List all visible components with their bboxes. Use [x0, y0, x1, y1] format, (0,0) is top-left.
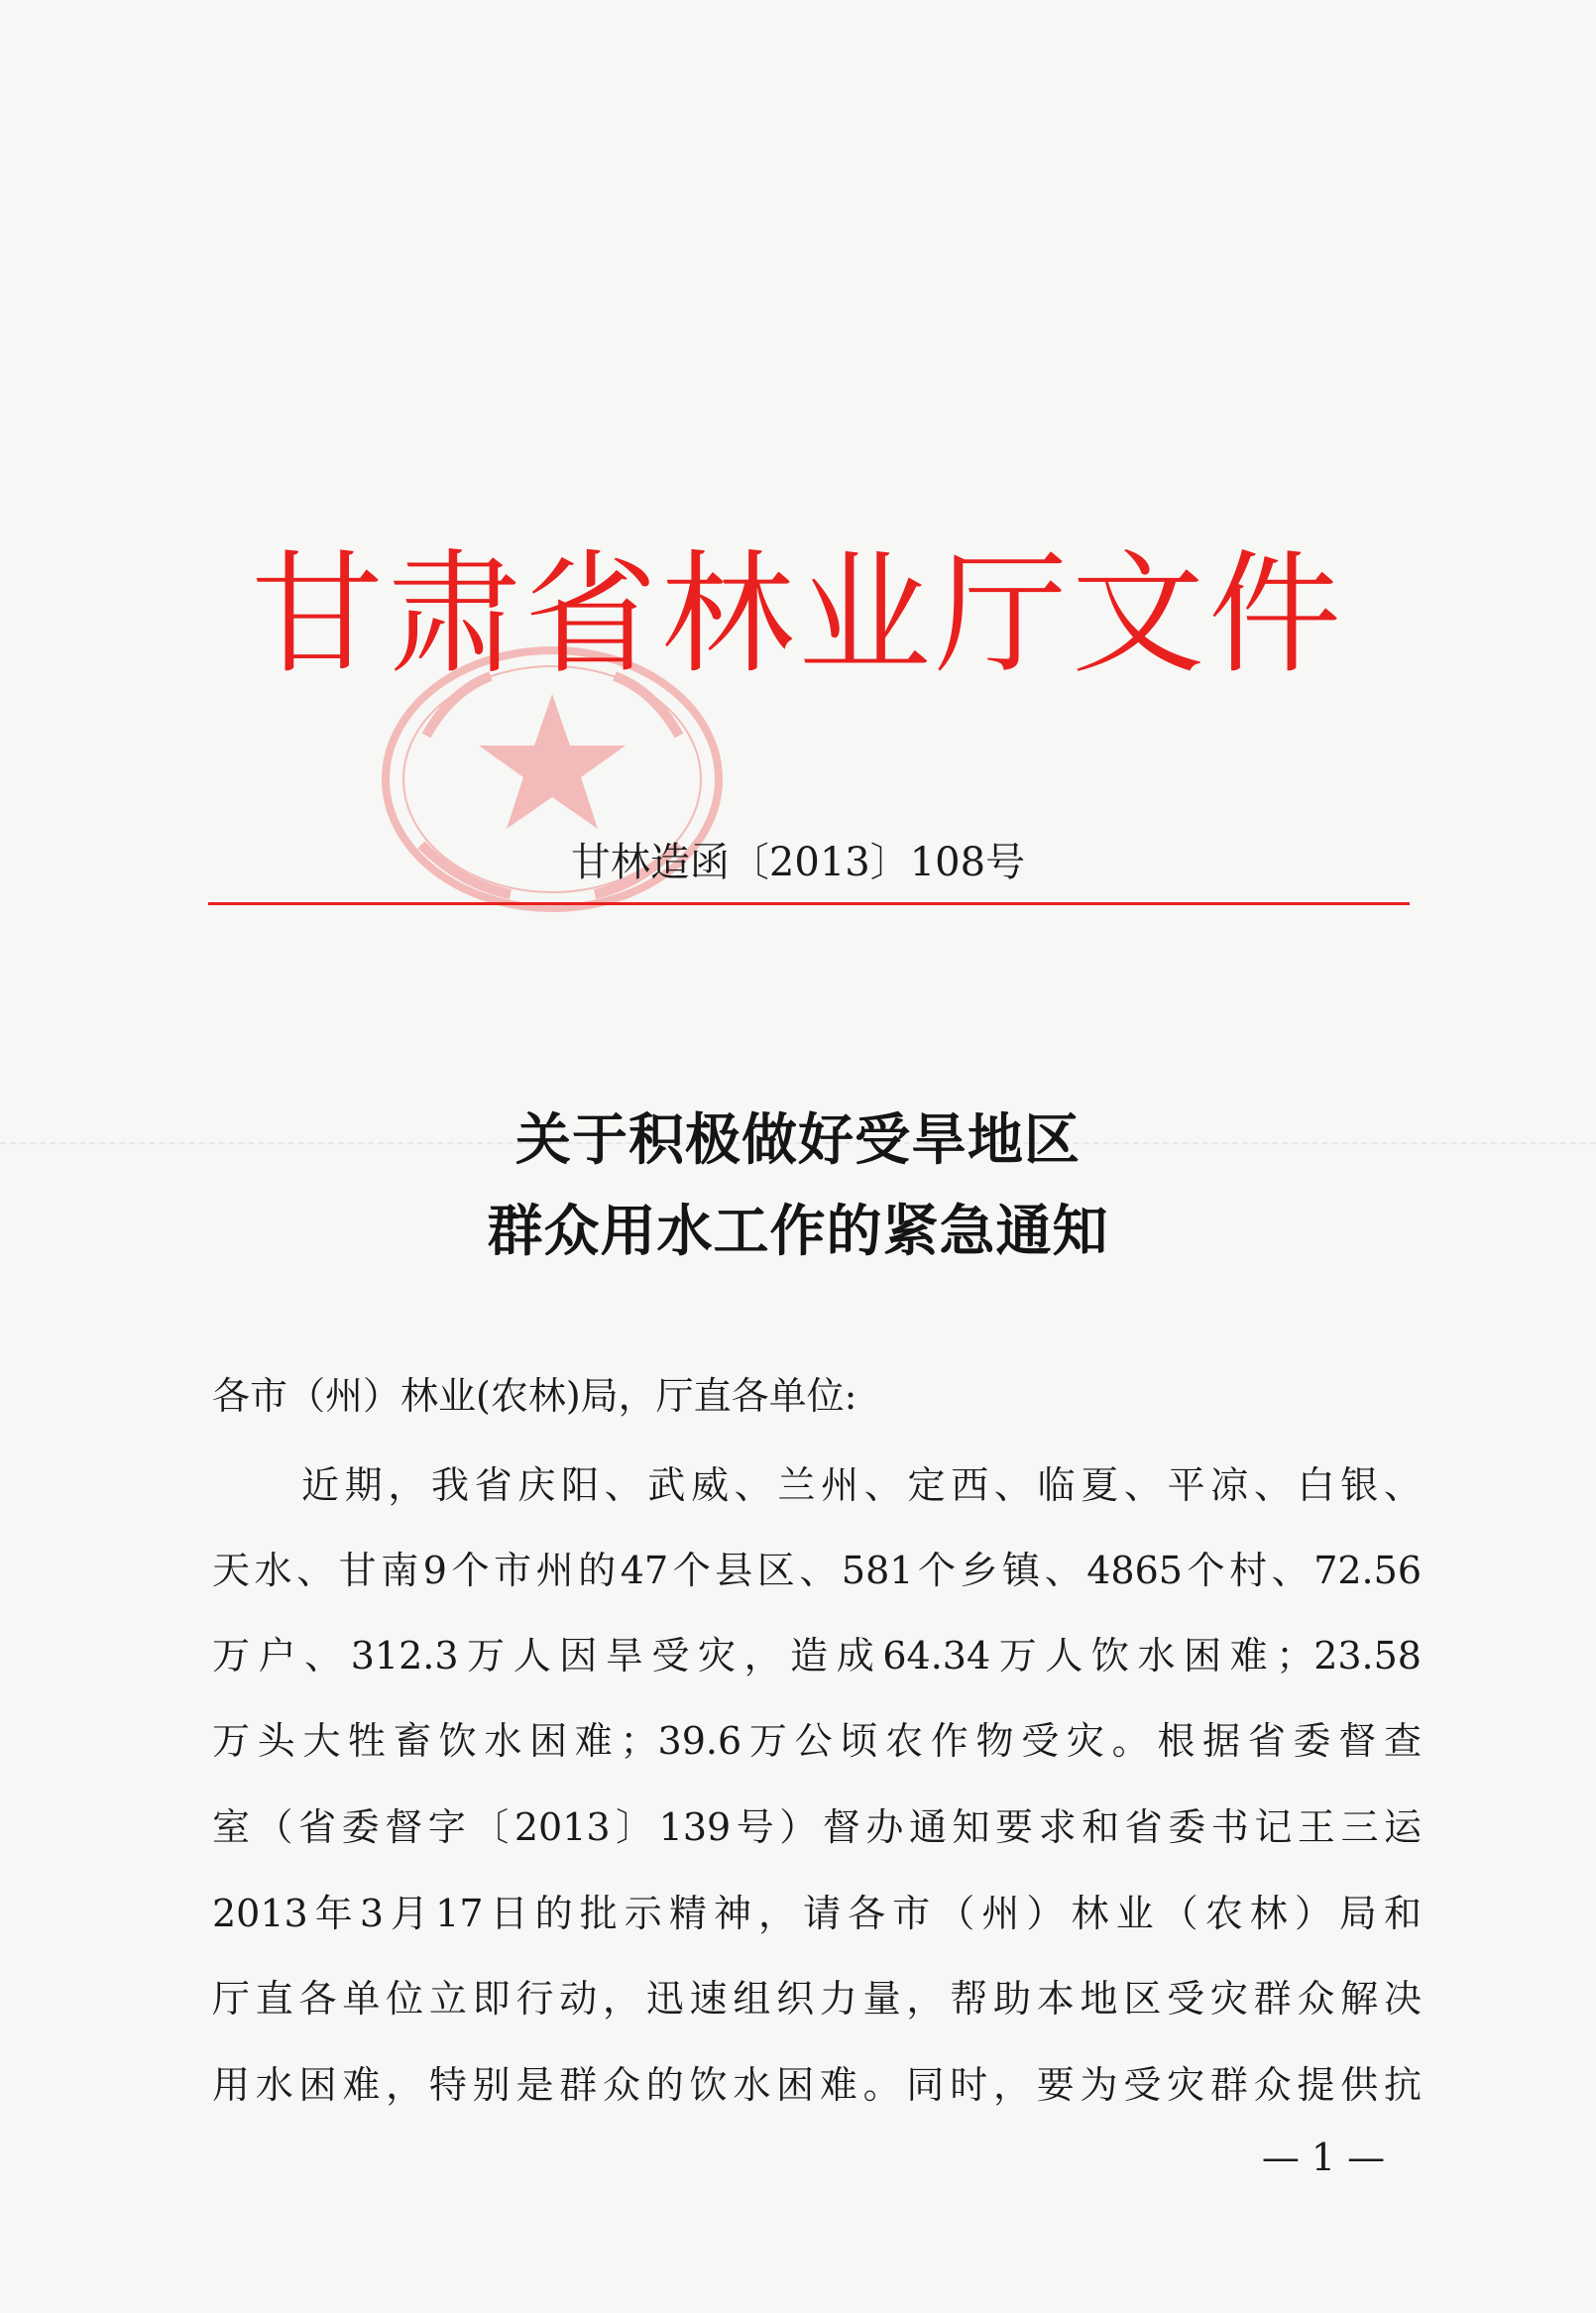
red-divider-line [208, 902, 1410, 905]
salutation: 各市（州）林业(农林)局，厅直各单位: [212, 1374, 857, 1418]
body-line-8: 用水困难，特别是群众的饮水困难。同时，要为受灾群众提供抗 [212, 2063, 1422, 2107]
body-line-7: 厅直各单位立即行动，迅速组织力量，帮助本地区受灾群众解决 [212, 1977, 1422, 2021]
notice-title-line-1: 关于积极做好受旱地区 [515, 1107, 1081, 1173]
body-line-4: 万头大牲畜饮水困难；39.6万公顷农作物受灾。根据省委督查 [212, 1719, 1422, 1763]
body-line-1: 近期，我省庆阳、武威、兰州、定西、临夏、平凉、白银、 [301, 1463, 1422, 1507]
notice-title-line-2: 群众用水工作的紧急通知 [487, 1199, 1109, 1264]
body-line-6: 2013年3月17日的批示精神，请各市（州）林业（农林）局和 [212, 1892, 1422, 1935]
document-number: 甘林造函〔2013〕108号 [570, 840, 1026, 885]
page-number: — 1 — [1261, 2136, 1386, 2179]
body-line-5: 室（省委督字〔2013〕139号）督办通知要求和省委书记王三运 [212, 1805, 1422, 1849]
body-line-2: 天水、甘南9个市州的47个县区、581个乡镇、4865个村、72.56 [212, 1549, 1422, 1592]
document-header-title: 甘肃省林业厅文件 [250, 537, 1345, 692]
body-line-3: 万户、312.3万人因旱受灾，造成64.34万人饮水困难；23.58 [212, 1634, 1422, 1677]
